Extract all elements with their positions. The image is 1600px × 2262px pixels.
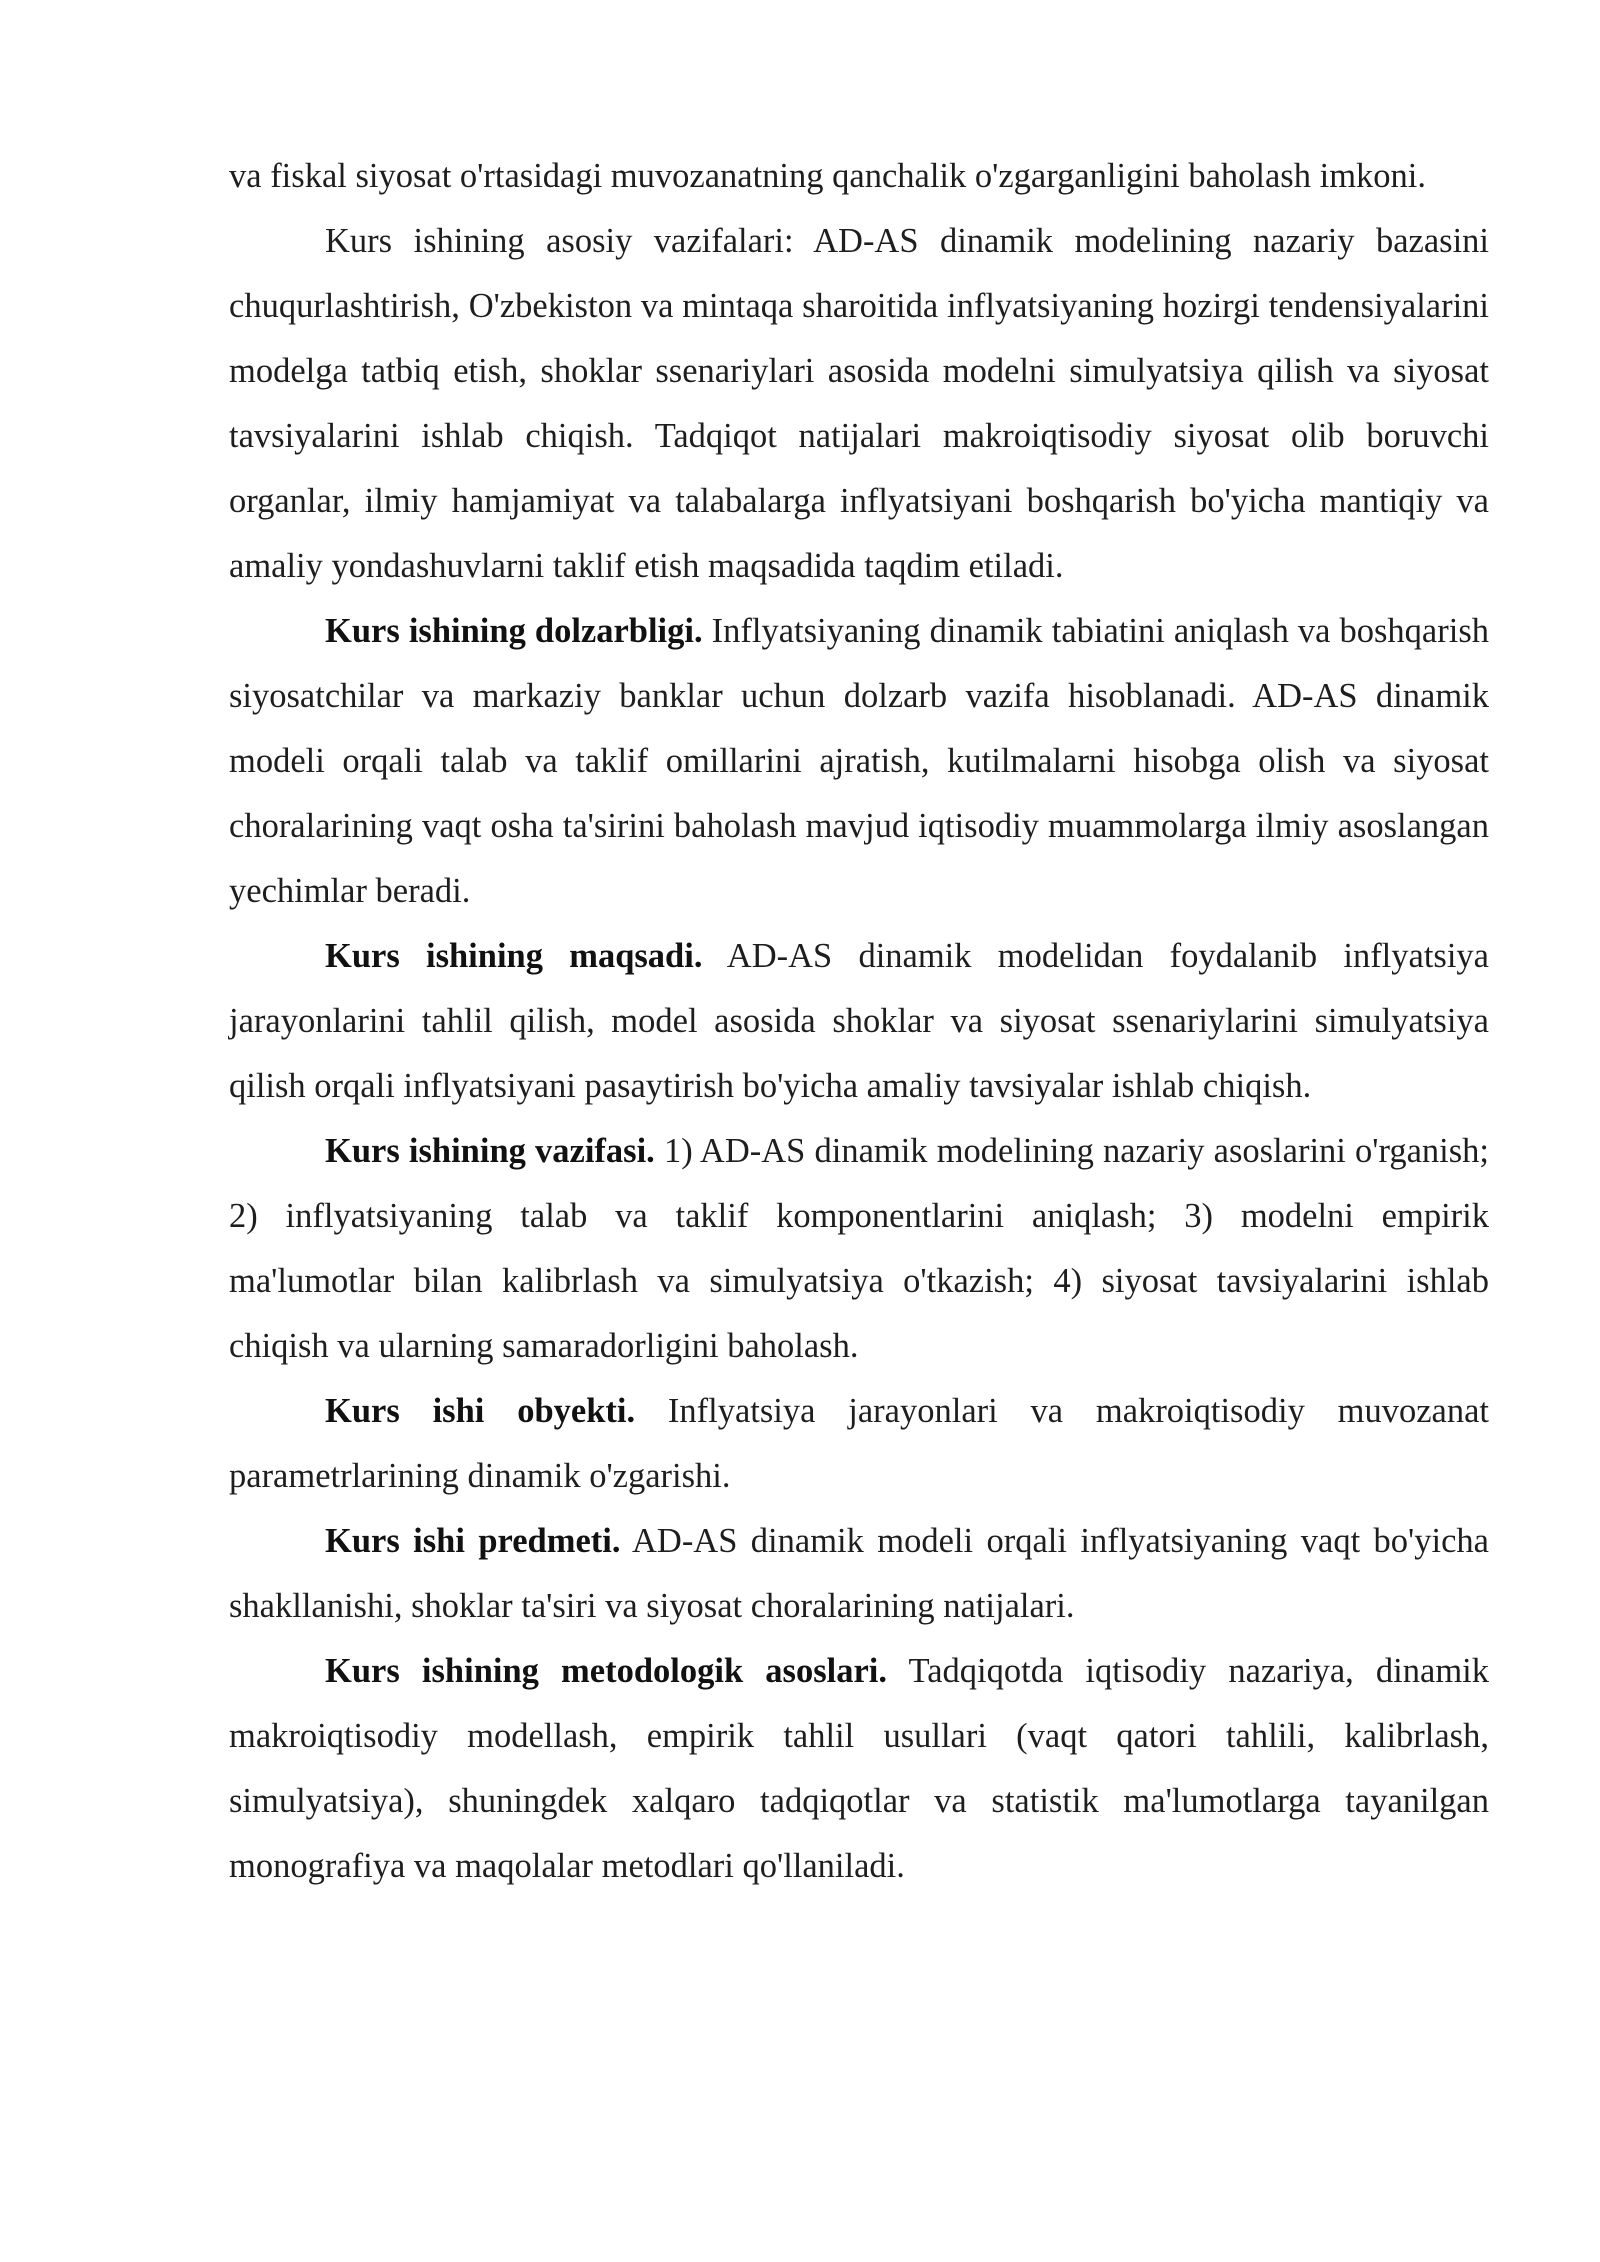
paragraph-methodology [229, 1639, 1489, 1899]
paragraph-heading: Kurs ishining maqsadi. [325, 937, 703, 975]
paragraph-heading: Kurs ishi predmeti. [325, 1522, 621, 1560]
paragraph-text: AD-AS dinamik modeli orqali inflyatsiyaning vaqt bo'yicha shakllanishi, shoklar ta'siri va siyosat choralarining natijalari. [229, 1522, 1489, 1625]
paragraph-subject [229, 1509, 1489, 1639]
paragraph-text: Tadqiqotda iqtisodiy nazariya, dinamik makroiqtisodiy modellash, empirik tahlil usullari (vaqt qatori tahlili, kalibrlash, simulyatsiya), shuningdek xalqaro tadqiqotlar va statistik ma'lumotlarga tayanilgan monografiya va maqolalar metodlari qo'llaniladi. [229, 1652, 1489, 1885]
paragraph-text: AD-AS dinamik modelidan foydalanib inflyatsiya jarayonlarini tahlil qilish, model asosida shoklar va siyosat ssenariylarini simulyatsiya qilish orqali inflyatsiyani pasaytirish bo'yicha amaliy tavsiyalar ishlab chiqish. [229, 937, 1489, 1105]
paragraph-text: Inflyatsiyaning dinamik tabiatini aniqlash va boshqarish siyosatchilar va markaziy banklar uchun dolzarb vazifa hisoblanadi. AD-AS dinamik modeli orqali talab va taklif omillarini ajratish, kutilmalarni hisobga olish va siyosat choralarining vaqt osha ta'sirini baholash mavjud iqtisodiy muammolarga ilmiy asoslangan yechimlar beradi. [229, 612, 1489, 910]
paragraph-tasks-intro [229, 209, 1489, 599]
paragraph-text: Kurs ishining asosiy vazifalari: AD-AS dinamik modelining nazariy bazasini chuqurlashtirish, O'zbekiston va mintaqa sharoitida inflyatsiyaning hozirgi tendensiyalarini modelga tatbiq etish, shoklar ssenariylari asosida modelni simulyatsiya qilish va siyosat tavsiyalarini ishlab chiqish. Tadqiqot natijalari makroiqtisodiy siyosat olib boruvchi organlar, ilmiy hamjamiyat va talabalarga inflyatsiyani boshqarish bo'yicha mantiqiy va amaliy yondashuvlarni taklif etish maqsadida taqdim etiladi. [229, 222, 1489, 585]
paragraph-heading: Kurs ishi obyekti. [325, 1392, 636, 1430]
paragraph-tasks [229, 1119, 1489, 1379]
paragraph-text: 1) AD-AS dinamik modelining nazariy asoslarini o'rganish; 2) inflyatsiyaning talab va taklif komponentlarini aniqlash; 3) modelni empirik ma'lumotlar bilan kalibrlash va simulyatsiya o'tkazish; 4) siyosat tavsiyalarini ishlab chiqish va ularning samaradorligini baholash. [229, 1132, 1489, 1365]
paragraph-text: Inflyatsiya jarayonlari va makroiqtisodiy muvozanat parametrlarining dinamik o'zgarishi. [229, 1392, 1490, 1495]
paragraph-text: va fiskal siyosat o'rtasidagi muvozanatning qanchalik o'zgarganligini baholash imkoni. [229, 157, 1426, 195]
document-body [229, 144, 1489, 1899]
paragraph-heading: Kurs ishining dolzarbligi. [325, 612, 703, 650]
paragraph-object [229, 1379, 1489, 1509]
paragraph-heading: Kurs ishining vazifasi. [325, 1132, 655, 1170]
paragraph-relevance [229, 599, 1489, 924]
paragraph-goal [229, 924, 1489, 1119]
paragraph-continuation [229, 144, 1489, 209]
paragraph-heading: Kurs ishining metodologik asoslari. [325, 1652, 888, 1690]
